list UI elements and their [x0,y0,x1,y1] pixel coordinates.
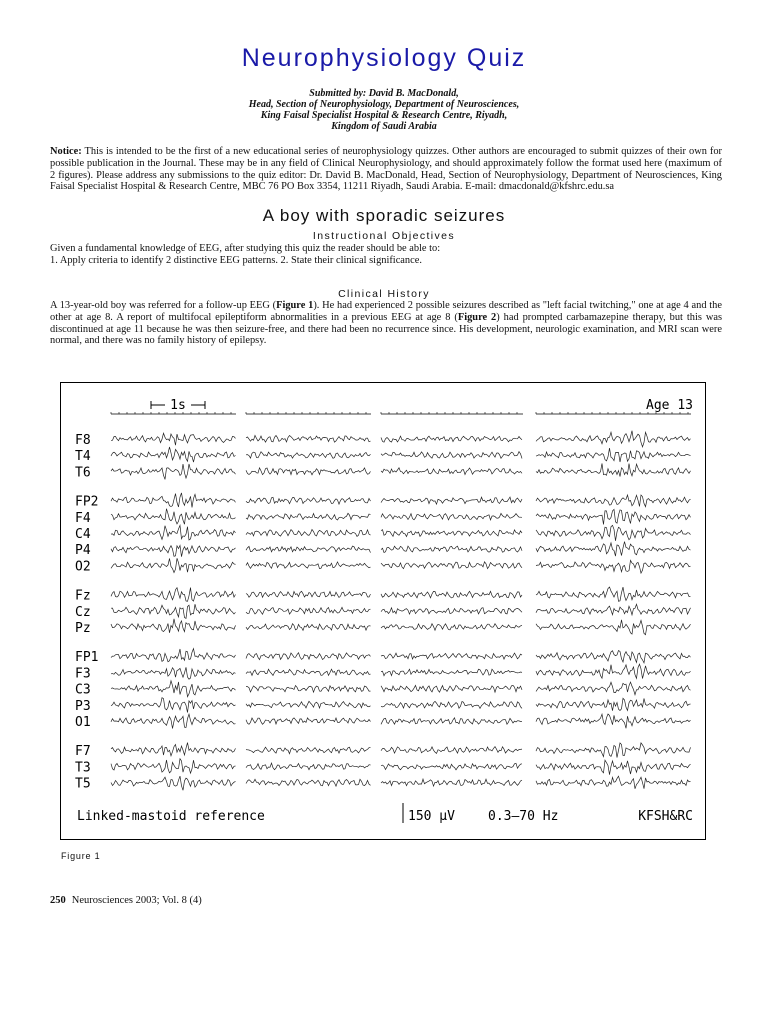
eeg-trace [111,619,236,633]
time-scale-label: 1s [170,398,186,413]
eeg-trace [246,591,371,597]
eeg-trace [246,530,371,537]
channel-label: O1 [75,715,91,730]
channel-label: T3 [75,760,91,776]
page-title: Neurophysiology Quiz [241,44,527,72]
eeg-trace [246,624,371,631]
eeg-trace [111,776,236,790]
age-label: Age 13 [646,398,693,413]
author-line: King Faisal Specialist Hospital & Research Centre, Riyadh, [260,110,508,121]
author-block [0,88,768,132]
eeg-trace [246,468,371,475]
institution-label: KFSH&RC [638,809,693,824]
eeg-trace [536,448,691,462]
eeg-trace [536,760,691,775]
case-title: A boy with sporadic seizures [262,206,506,225]
channel-label: F4 [75,510,91,526]
channel-label: FP2 [75,494,99,510]
objectives-line: Given a fundamental knowledge of EEG, after studying this quiz the reader should be able to: [50,243,441,254]
eeg-trace [246,747,371,754]
eeg-trace [111,546,236,557]
eeg-trace [381,718,522,725]
eeg-trace [111,433,236,445]
eeg-trace [246,669,371,675]
eeg-trace [381,530,522,537]
author-line: Submitted by: David B. MacDonald, [309,88,459,99]
channel-traces [111,431,691,791]
eeg-trace [536,682,691,695]
eeg-trace [111,558,236,572]
calibration-label: 150 μV [408,809,455,824]
time-ticks [111,412,691,414]
channel-label: P4 [75,543,91,559]
eeg-trace [381,763,522,770]
eeg-trace [111,525,236,540]
eeg-trace [246,452,371,459]
time-scale-bar [151,398,205,413]
channel-label: T5 [75,776,91,792]
eeg-trace [381,513,522,520]
objectives-text [50,243,722,267]
eeg-trace [111,447,236,462]
channel-label: C4 [75,527,91,542]
eeg-trace [381,452,522,459]
eeg-trace [381,701,522,708]
eeg-trace [246,513,371,520]
eeg-trace [381,468,522,475]
notice-paragraph [50,146,722,193]
page-footer [50,895,202,906]
eeg-trace [111,714,236,728]
eeg-trace [536,776,691,789]
filter-label: 0.3–70 Hz [488,809,559,824]
eeg-trace [381,546,522,552]
eeg-trace [111,649,236,662]
eeg-trace [246,653,371,660]
channel-label: F3 [75,666,91,682]
channel-label: C3 [75,682,91,698]
channel-label: Fz [75,588,91,604]
author-line: Kingdom of Saudi Arabia [331,121,437,132]
eeg-trace [246,763,371,770]
eeg-trace [246,607,371,614]
eeg-trace [536,525,691,540]
channel-label: T6 [75,465,91,481]
eeg-trace [381,591,522,598]
channel-label: F8 [75,433,91,448]
eeg-trace [111,509,236,525]
eeg-trace [246,686,371,693]
history-text: ). He had experienced 2 possible seizures described as "left facial twitching," one at age 4 and the other at age 8. A report of multifocal epileptiform abnormalities in a previous EEG at age 8 ( [50,300,722,323]
eeg-trace [381,747,522,754]
figure-1-ref: Figure 1 [276,300,314,311]
reference-label: Linked-mastoid reference [77,809,265,824]
channel-label: T4 [75,449,91,465]
eeg-trace [536,743,691,758]
eeg-trace [246,435,371,442]
history-text: ) had prompted carbamazepine therapy, but this was discontinued at age 11 because he was then seizure-free, and there had been no recurrence since. His development, neurologic examination, and MRI scan were normal, and there was no family history of epilepsy. [50,311,722,347]
eeg-trace [381,779,522,786]
eeg-trace [536,463,691,476]
eeg-trace [111,743,236,756]
channel-label: Pz [75,621,91,636]
eeg-trace [111,493,236,508]
eeg-trace [536,664,691,679]
eeg-trace [246,546,371,553]
eeg-trace [246,701,371,708]
eeg-trace [111,759,236,774]
eeg-trace [536,560,691,573]
eeg-trace [381,669,522,676]
history-text: A 13-year-old boy was referred for a follow-up EEG ( [50,300,277,311]
eeg-trace [381,685,522,692]
notice-text: This is intended to be the first of a new educational series of neurophysiology quizzes. Other authors are encouraged to submit quizzes of their own for possible publication in the Journal. These may be in any field of Clinical Neurophysiology, and should approximately follow the format used here (maximum of 2 figures). Please address any submissions to the quiz editor: Dr. David B. MacDonald, Head, Section of Neurophysiology, Department of Neurosciences, King Faisal Specialist Hospital & Research Centre, MBC 76 PO Box 3354, 11211 Riyadh, Saudi Arabia. E-mail: dmacdonald@kfshrc.edu.sa [50,146,722,193]
eeg-trace [536,651,691,663]
eeg-trace [536,495,691,507]
journal-citation: Neurosciences 2003; Vol. 8 (4) [71,895,202,906]
objectives-line: 1. Apply criteria to identify 2 distinctive EEG patterns. 2. State their clinical significance. [50,254,422,266]
channel-label: O2 [75,559,91,575]
eeg-trace [536,542,691,557]
eeg-trace [246,779,371,786]
eeg-trace [536,509,691,524]
eeg-trace [536,587,691,601]
eeg-trace [381,497,522,504]
objectives-heading: Instructional Objectives [312,230,456,242]
eeg-trace [536,604,691,615]
author-line: Head, Section of Neurophysiology, Department of Neurosciences, [248,99,520,110]
channel-label: P3 [75,698,91,714]
channel-label: FP1 [75,650,99,666]
eeg-trace [111,698,236,713]
eeg-trace [381,562,522,569]
eeg-trace [536,714,691,728]
eeg-trace [536,620,691,635]
eeg-trace [246,562,371,569]
figure-caption: Figure 1 [61,851,101,861]
eeg-trace [381,624,522,631]
eeg-trace [381,436,522,442]
notice-label: Notice: [50,146,82,157]
page-number: 250 [50,895,66,906]
eeg-trace [381,653,522,659]
channel-label: Cz [75,604,91,620]
eeg-trace [111,604,236,618]
eeg-trace [111,667,236,679]
eeg-trace [381,608,522,614]
history-heading: Clinical History [338,288,430,300]
eeg-trace [111,464,236,480]
eeg-trace [536,431,691,447]
figure-2-ref: Figure 2 [457,311,497,323]
eeg-trace [111,681,236,697]
channel-label: F7 [75,744,91,760]
eeg-trace [246,718,371,724]
eeg-trace [536,698,691,710]
eeg-figure [60,382,706,840]
eeg-traces [61,383,707,841]
eeg-trace [111,588,236,602]
eeg-trace [246,497,371,504]
channel-labels [75,433,98,792]
history-paragraph [50,300,722,347]
